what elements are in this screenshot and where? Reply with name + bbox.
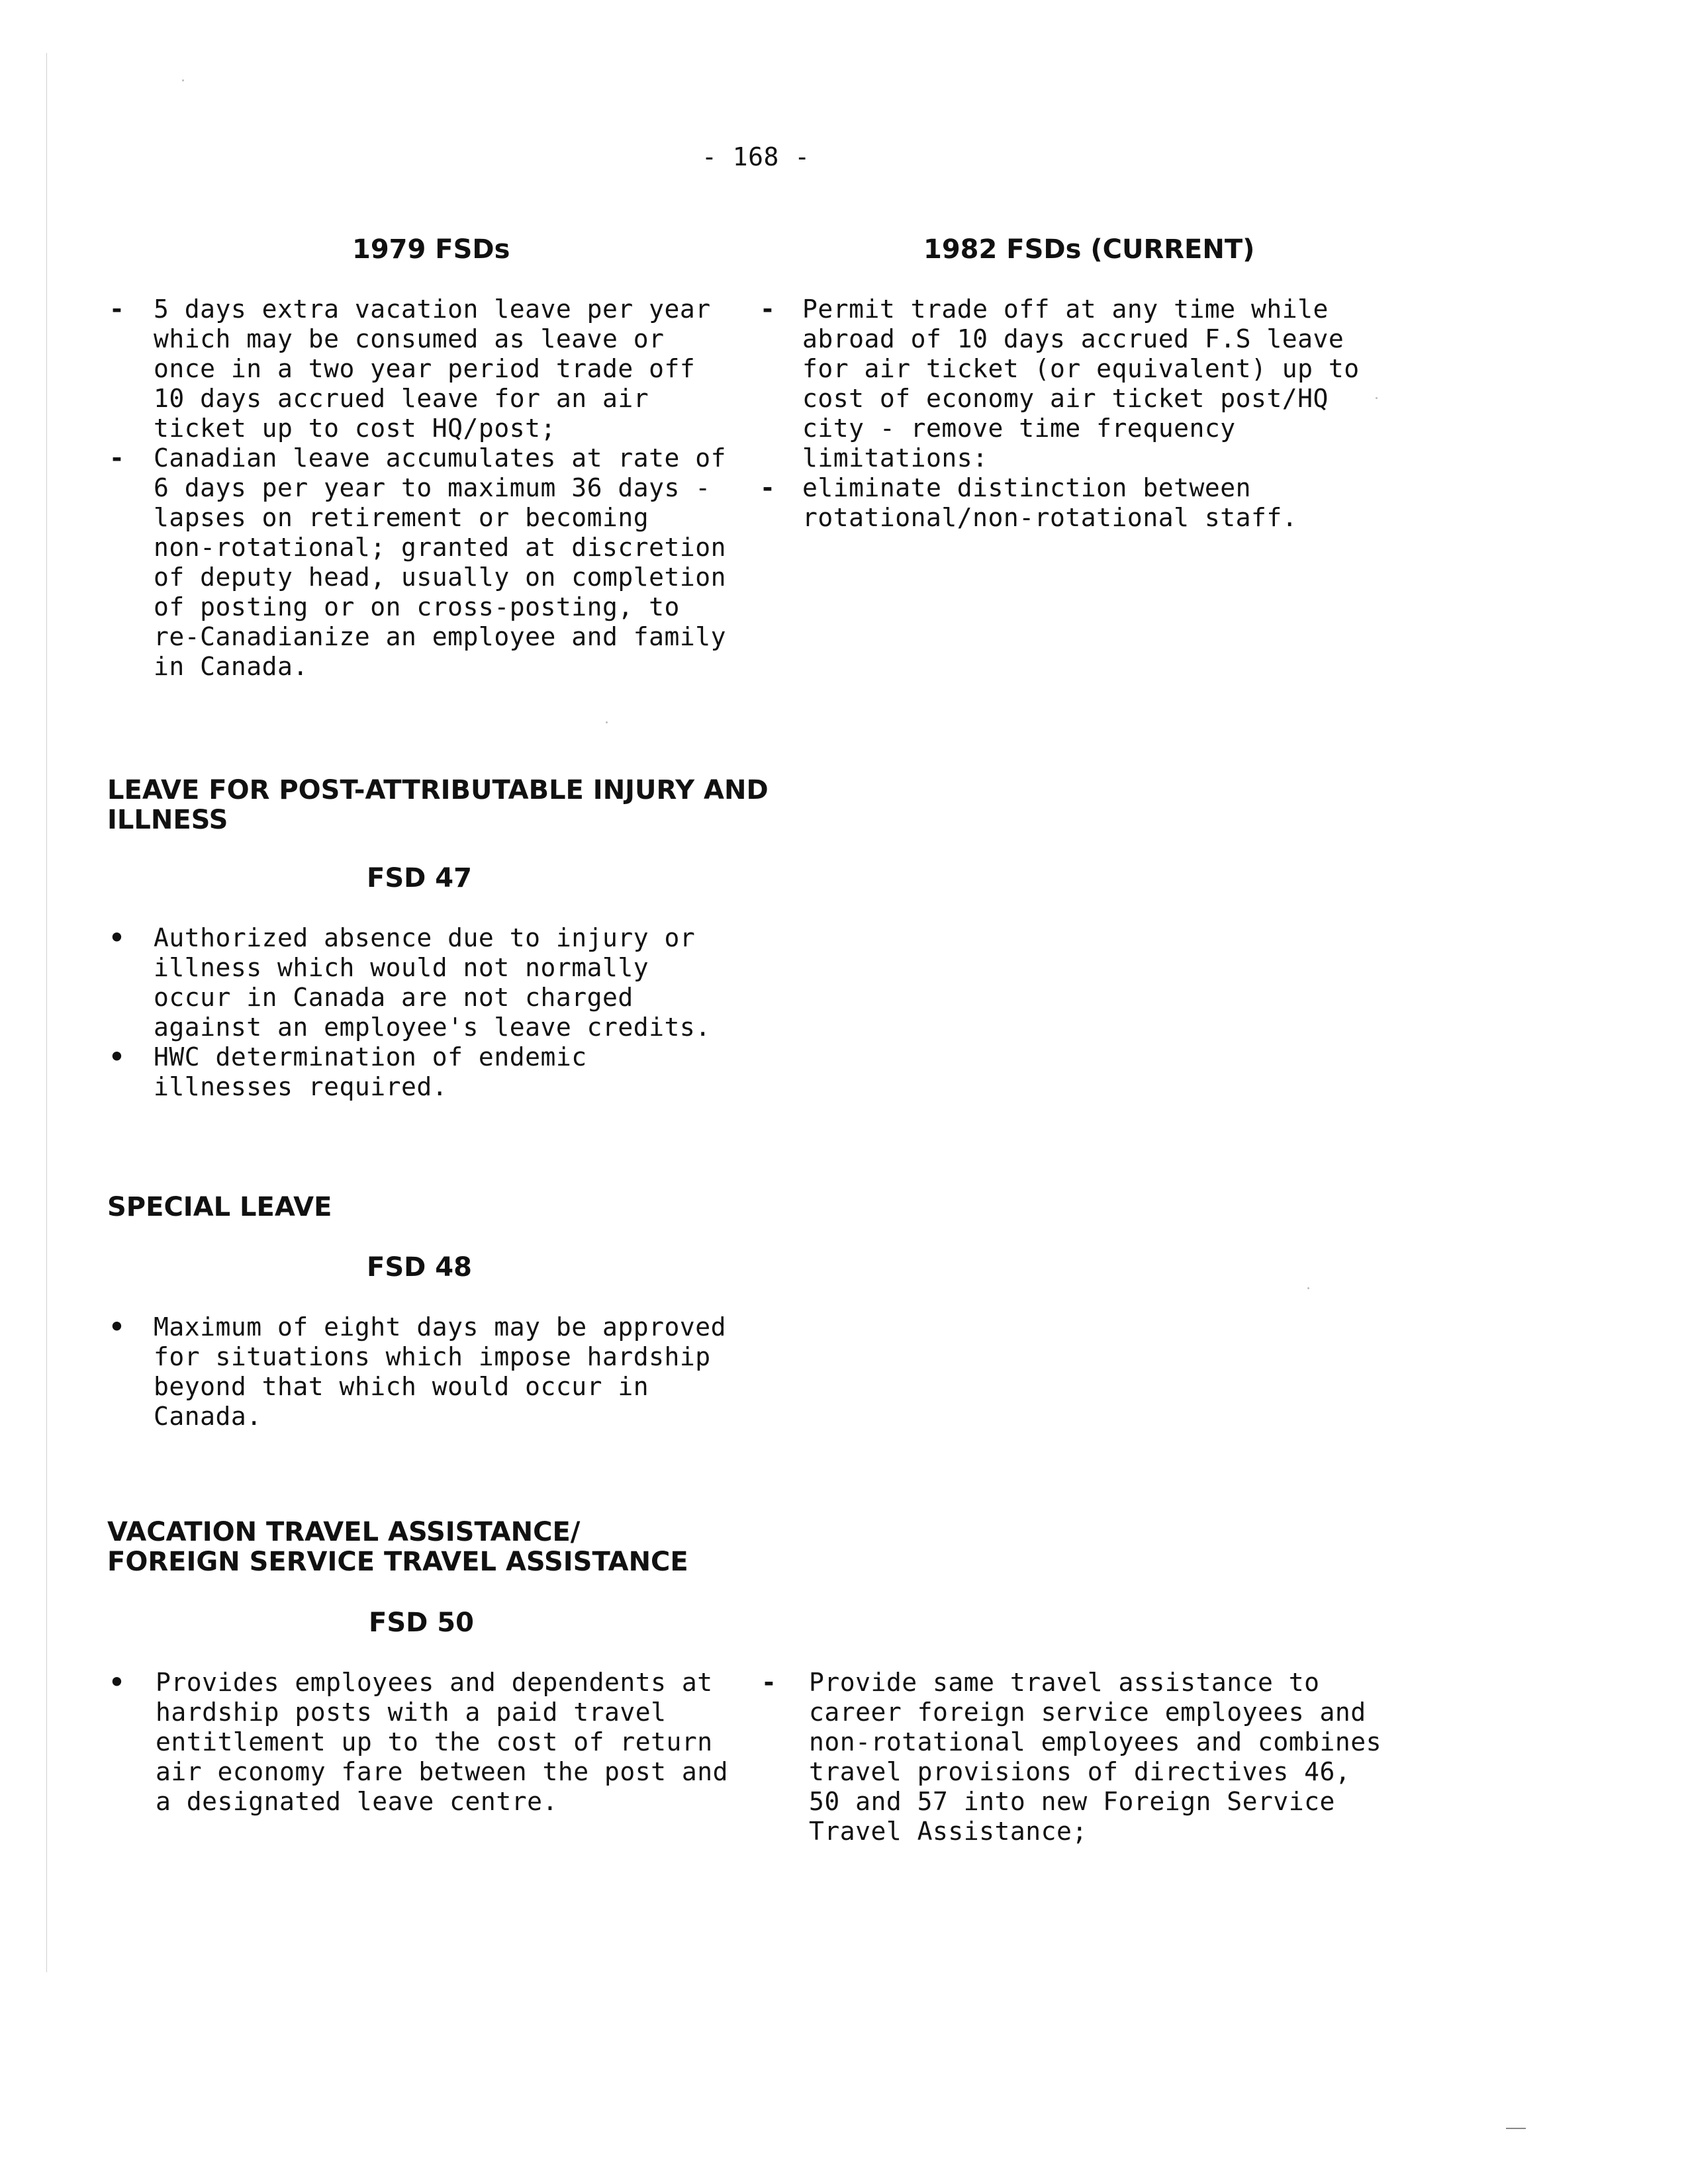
list-marker: • xyxy=(109,923,124,952)
scan-dash xyxy=(1506,2128,1526,2129)
list-item-line: Maximum of eight days may be approved xyxy=(154,1312,726,1342)
list-item-line: air economy fare between the post and xyxy=(156,1757,728,1786)
list-item-line: eliminate distinction between xyxy=(802,473,1251,502)
list-marker: • xyxy=(109,1042,124,1071)
list-item-line: 5 days extra vacation leave per year xyxy=(154,295,711,324)
list-item-line: 6 days per year to maximum 36 days - xyxy=(154,473,711,502)
list-item-line: cost of economy air ticket post/HQ xyxy=(802,384,1329,413)
list-item-line: of posting or on cross-posting, to xyxy=(154,592,680,621)
left-column-title: 1979 FSDs xyxy=(352,234,510,265)
right-column-title: 1982 FSDs (CURRENT) xyxy=(923,234,1255,265)
list-item-line: re-Canadianize an employee and family xyxy=(154,622,726,651)
list-item-line: for situations which impose hardship xyxy=(154,1342,711,1371)
scan-speck xyxy=(1376,397,1378,399)
list-marker: - xyxy=(109,443,124,473)
list-item-line: rotational/non-rotational staff. xyxy=(802,503,1298,532)
list-marker: - xyxy=(760,473,775,502)
list-marker: - xyxy=(109,295,124,324)
scan-edge-mark xyxy=(46,53,47,1972)
list-item-line: for air ticket (or equivalent) up to xyxy=(802,354,1360,383)
list-item-line: Provides employees and dependents at xyxy=(156,1668,713,1697)
list-item-line: 10 days accrued leave for an air xyxy=(154,384,649,413)
section-heading: VACATION TRAVEL ASSISTANCE/ xyxy=(107,1517,581,1547)
fsd-reference: FSD 48 xyxy=(367,1252,472,1283)
list-item-line: non-rotational employees and combines xyxy=(809,1727,1382,1756)
list-item-line: occur in Canada are not charged xyxy=(154,983,633,1012)
list-item-line: ticket up to cost HQ/post; xyxy=(154,414,556,443)
list-item-line: entitlement up to the cost of return xyxy=(156,1727,713,1756)
list-item-line: Provide same travel assistance to xyxy=(809,1668,1320,1697)
section-heading: LEAVE FOR POST-ATTRIBUTABLE INJURY AND xyxy=(107,775,769,805)
list-item-line: 50 and 57 into new Foreign Service xyxy=(809,1787,1335,1816)
list-item-line: limitations: xyxy=(802,443,988,473)
scan-speck xyxy=(182,79,184,81)
list-marker: - xyxy=(761,1668,776,1697)
scan-speck xyxy=(1307,1287,1309,1289)
list-item-line: once in a two year period trade off xyxy=(154,354,696,383)
list-item-line: beyond that which would occur in xyxy=(154,1372,649,1401)
list-item-line: which may be consumed as leave or xyxy=(154,324,665,353)
list-item-line: career foreign service employees and xyxy=(809,1698,1366,1727)
list-item-line: non-rotational; granted at discretion xyxy=(154,533,726,562)
list-marker: - xyxy=(760,295,775,324)
list-item-line: city - remove time frequency xyxy=(802,414,1236,443)
list-item-line: HWC determination of endemic xyxy=(154,1042,587,1071)
list-item-line: Travel Assistance; xyxy=(809,1817,1088,1846)
list-item-line: of deputy head, usually on completion xyxy=(154,563,726,592)
fsd-reference: FSD 50 xyxy=(369,1608,474,1638)
section-heading: ILLNESS xyxy=(107,805,228,835)
scan-speck xyxy=(606,721,608,723)
list-item-line: Permit trade off at any time while xyxy=(802,295,1329,324)
list-item-line: travel provisions of directives 46, xyxy=(809,1757,1351,1786)
list-item-line: against an employee's leave credits. xyxy=(154,1013,711,1042)
page-number: - 168 - xyxy=(702,142,810,171)
fsd-reference: FSD 47 xyxy=(367,863,472,893)
list-item-line: abroad of 10 days accrued F.S leave xyxy=(802,324,1344,353)
list-marker: • xyxy=(109,1312,124,1342)
list-item-line: illnesses required. xyxy=(154,1072,448,1101)
list-item-line: Canadian leave accumulates at rate of xyxy=(154,443,726,473)
section-heading: SPECIAL LEAVE xyxy=(107,1192,332,1222)
list-item-line: hardship posts with a paid travel xyxy=(156,1698,667,1727)
list-item-line: lapses on retirement or becoming xyxy=(154,503,649,532)
list-item-line: a designated leave centre. xyxy=(156,1787,558,1816)
list-item-line: Canada. xyxy=(154,1402,262,1431)
list-item-line: in Canada. xyxy=(154,652,308,681)
list-item-line: illness which would not normally xyxy=(154,953,649,982)
section-heading: FOREIGN SERVICE TRAVEL ASSISTANCE xyxy=(107,1547,688,1577)
list-marker: • xyxy=(109,1668,124,1697)
list-item-line: Authorized absence due to injury or xyxy=(154,923,696,952)
